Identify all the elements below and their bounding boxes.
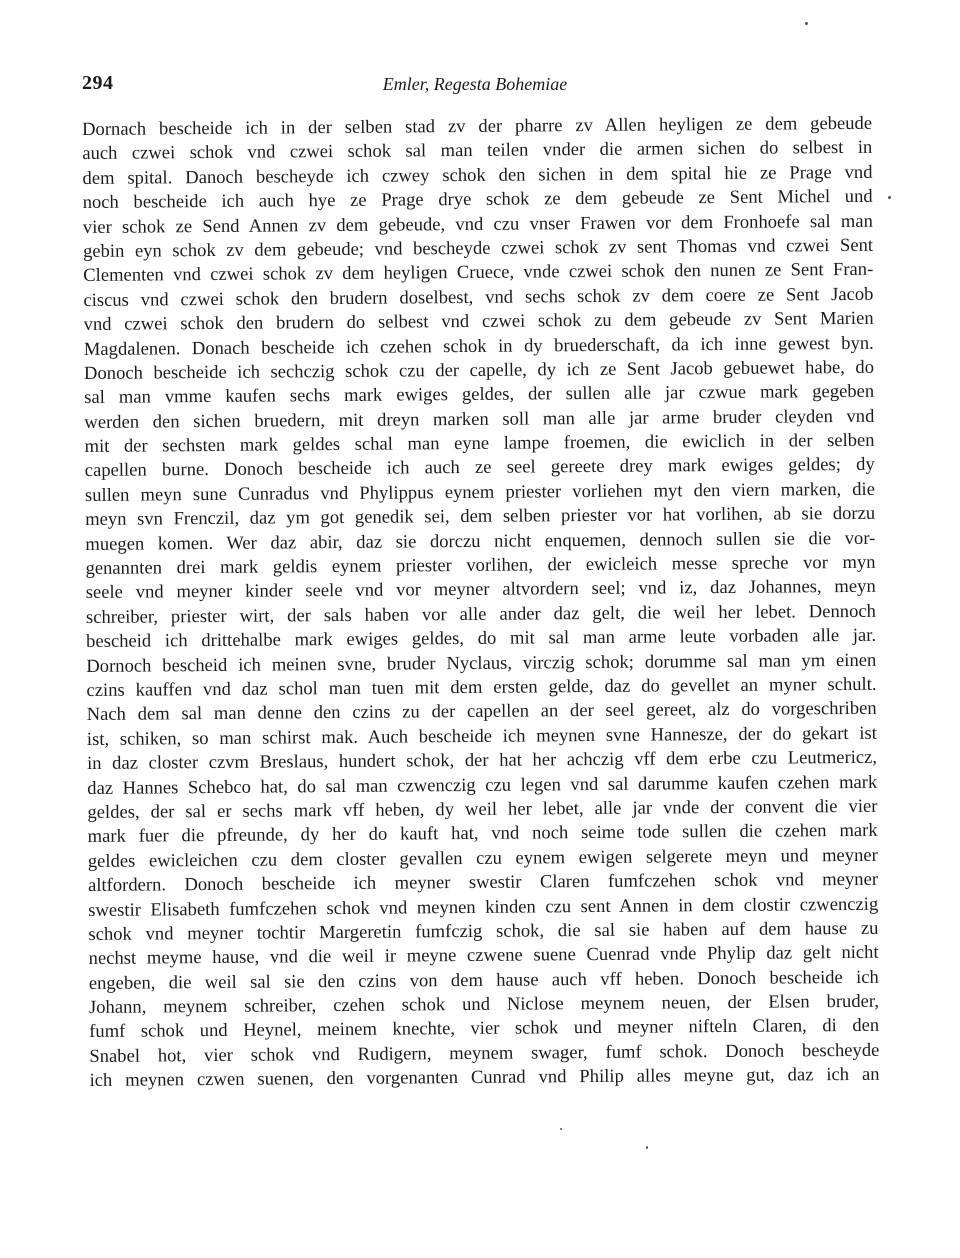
text-line: bescheid ich drittehalbe mark ewiges geldes, do mit sal man arme leute vorbaden alle jar. bbox=[86, 624, 877, 653]
text-line: auch czwei schok vnd czwei schok sal man teilen vnder die armen sichen do selbest in bbox=[82, 137, 873, 165]
text-line: ciscus vnd czwei schok den brudern doselbest, vnd sechs schok zv dem coere ze Sent Jacob bbox=[83, 283, 874, 311]
scan-speck bbox=[805, 22, 808, 25]
running-head: Emler, Regesta Bohemiae bbox=[382, 74, 568, 94]
text-line: noch bescheide ich auch hye ze Prage drye schok ze dem gebeude ze Sent Michel und bbox=[82, 185, 873, 214]
text-line: Donoch bescheide ich sechczig schok czu der capelle, dy ich ze Sent Jacob gebuewet habe, do bbox=[83, 356, 875, 384]
text-line: swestir Elisabeth fumfczehen schok vnd meynen kinden czu sent Annen in dem clostir czwenczig bbox=[88, 893, 879, 921]
text-line: meyn svn Frenczil, daz ym got genedik sei, dem selben priester vor hat vorlihen, ab sie dorzu bbox=[85, 503, 876, 531]
text-line: mark fuer die pfreunde, dy her do kauft hat, vnd noch seime tode sullen die czehen mark bbox=[87, 820, 878, 848]
text-line: seele vnd meyner kinder seele vnd vor meyner altvordern seel; vnd iz, daz Johannes, meyn bbox=[85, 576, 876, 604]
text-line: geldes, der sal er sechs mark vff heben, dy weil her lebet, alle jar vnde der convent die vier bbox=[87, 795, 878, 823]
text-line: Clementen vnd czwei schok zv dem heyligen Cruece, vnde czwei schok den nunen ze Sent Fran- bbox=[83, 259, 874, 287]
text-line: genannten drei mark geldis eynem priester vorlihen, der ewicleich messe spreche vor myn bbox=[85, 551, 876, 580]
text-line: muegen komen. Wer daz abir, daz sie dorczu nicht enquemen, dennoch sullen sie die vor- bbox=[85, 527, 876, 555]
text-line: sullen meyn sune Cunradus vnd Phylippus eynem priester vorliehen myt den viern marken, die bbox=[84, 478, 876, 506]
page-number: 294 bbox=[82, 72, 114, 94]
text-line: vnd czwei schok den brudern do selbest vnd czwei schok zu dem gebeude zv Sent Marien bbox=[83, 307, 874, 336]
scan-speck bbox=[646, 1146, 648, 1149]
text-line: schreiber, priester wirt, der sals haben vor alle ander daz gelt, die weil her lebet. Dennoch bbox=[85, 600, 876, 628]
text-line: ist, schiken, so man schirst mak. Auch bescheide ich meynen svne Hannesze, der do gekart ist bbox=[86, 722, 877, 750]
text-line: sal man vmme kaufen sechs mark ewiges geldes, der sullen alle jar czwue mark gegeben bbox=[84, 381, 875, 409]
text-line: gebin eyn schok zv dem gebeude; vnd bescheyde czwei schok zv sent Thomas vnd czwei Sent bbox=[82, 234, 874, 262]
text-line: vier schok ze Send Annen zv dem gebeude, vnd czu vnser Frawen vor dem Fronhoefe sal man bbox=[82, 210, 873, 238]
text-line: Dornach bescheide ich in der selben stad zv der pharre zv Allen heyligen ze dem gebeude bbox=[82, 112, 873, 140]
text-line: daz Hannes Schebco hat, do sal man czwenczig czu legen vnd sal darumme kaufen czehen mark bbox=[87, 771, 878, 799]
text-line: altfordern. Donoch bescheide ich meyner swestir Claren fumfczehen schok vnd meyner bbox=[87, 868, 879, 897]
scan-speck bbox=[888, 196, 891, 199]
text-line: Snabel hot, vier schok vnd Rudigern, meynem swager, fumf schok. Donoch bescheyde bbox=[89, 1039, 880, 1067]
text-line: ich meynen czwen suenen, den vorgenanten Cunrad vnd Philip alles meyne gut, daz ich an bbox=[89, 1064, 880, 1092]
text-line: werden den sichen bruedern, mit dreyn marken soll man alle jar arme bruder cleyden vnd bbox=[84, 405, 875, 433]
text-line: schok vnd meyner tochtir Margeretin fumfczig schok, die sal sie haben auf dem hause zu bbox=[88, 917, 879, 945]
text-line: Dornoch bescheid ich meinen svne, bruder Nyclaus, virczig schok; dorumme sal man ym einen bbox=[86, 649, 877, 677]
text-line: Johann, meynem schreiber, czehen schok und Niclose meynem neuen, der Elsen bruder, bbox=[88, 990, 880, 1019]
text-line: fumf schok und Heynel, meinem knechte, vier schok und meyner nifteln Claren, di den bbox=[89, 1015, 880, 1043]
text-line: nechst meyme hause, vnd die weil ir meyne czwene suene Cuenrad vnde Phylip daz gelt nicht bbox=[88, 942, 879, 970]
text-line: capellen burne. Donoch bescheide ich auch ze seel gereete drey mark ewiges geldes; dy bbox=[84, 454, 875, 482]
text-line: mit der sechsten mark geldes schal man eyne lampe froemen, die ewiclich in der selben bbox=[84, 429, 875, 458]
text-line: czins kauffen vnd daz schol man tuen mit dem ersten gelde, daz do gevellet an myner schult. bbox=[86, 673, 877, 701]
text-line: dem spital. Danoch bescheyde ich czwey schok den sichen in dem spital hie ze Prage vnd bbox=[82, 161, 873, 189]
text-line: geldes ewicleichen czu dem closter gevallen czu eynem ewigen selgerete meyn und meyner bbox=[87, 844, 878, 872]
text-line: Nach dem sal man denne den czins zu der capellen an der seel gereet, alz do vorgeschriben bbox=[86, 698, 877, 726]
text-line: in daz closter czvm Breslaus, hundert schok, der hat her achczig vff dem erbe czu Leutmericz, bbox=[86, 746, 878, 775]
scan-speck bbox=[560, 1128, 562, 1130]
text-line: Magdalenen. Donach bescheide ich czehen schok in dy bruederschaft, da ich inne gewest byn. bbox=[83, 332, 874, 360]
body-text bbox=[82, 112, 880, 1094]
text-line: engeben, die weil sal sie den czins von dem hause auch vff heben. Donoch bescheide ich bbox=[88, 966, 879, 994]
